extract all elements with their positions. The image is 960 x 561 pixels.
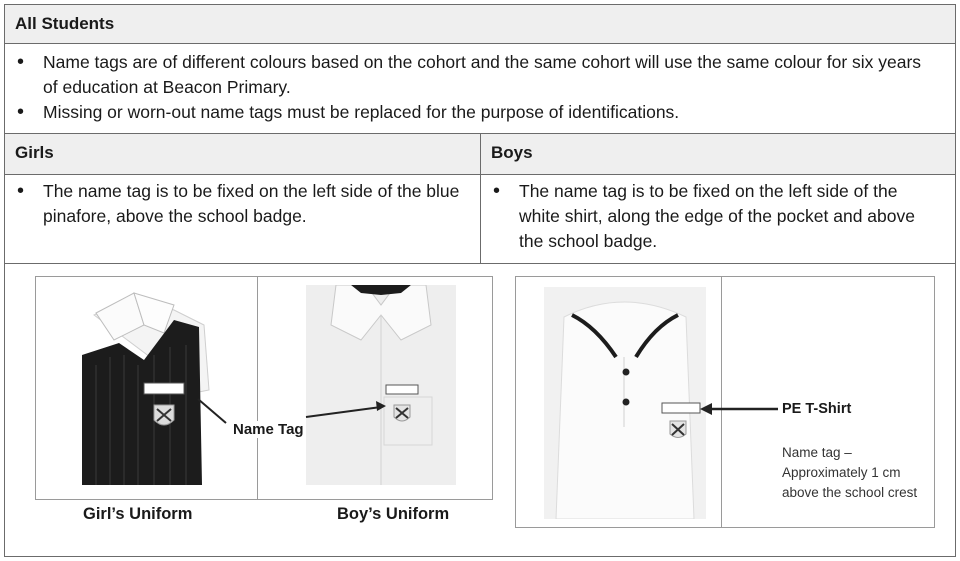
list-item: • The name tag is to be fixed on the left side of the blue pinafore, above the school badge. [5,179,465,229]
girl-uniform-caption: Girl’s Uniform [83,505,193,523]
girls-bullet-list [5,179,465,229]
boys-bullet-list [481,179,931,254]
pe-tshirt-note: Name tag – Approximately 1 cm above the school crest [782,445,918,500]
all-students-body [5,44,955,133]
list-item: • The name tag is to be fixed on the left side of the white shirt, along the edge of the pocket and above the school badge. [481,179,931,254]
uniform-figures-row [5,264,955,556]
uniform-guidelines-table [4,4,956,557]
name-tag-label: Name Tag [233,421,304,438]
all-students-bullet-list [5,50,930,125]
name-tag-pointer-lines [36,277,494,501]
all-students-heading: All Students [15,14,115,33]
boys-heading: Boys [491,143,533,162]
list-item: • Name tags are of different colours based on the cohort and the same cohort will use the same colour for six years of education at Beacon Primary. [5,50,930,100]
list-item: • Missing or worn-out name tags must be replaced for the purpose of identifications. [5,100,930,125]
girls-heading: Girls [15,143,54,162]
column-divider [480,134,481,264]
school-uniform-figure [35,276,493,500]
pe-tshirt-figure [515,276,935,528]
all-students-header [5,5,955,43]
boy-uniform-caption: Boy’s Uniform [337,505,450,523]
pe-tshirt-title: PE T-Shirt [782,401,852,417]
